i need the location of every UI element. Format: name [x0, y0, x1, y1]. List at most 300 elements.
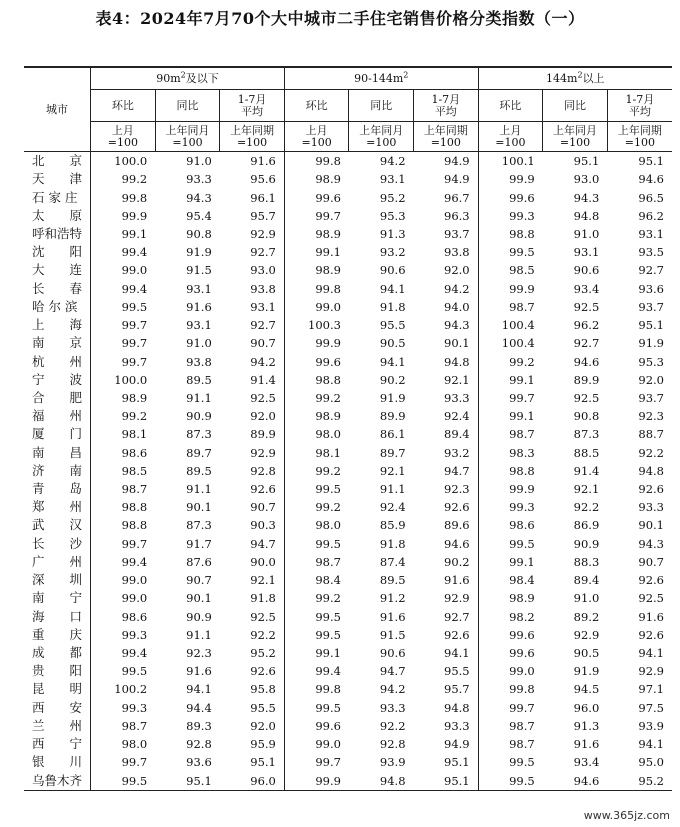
index-value: 96.1	[220, 188, 285, 206]
city-name: 济 南	[24, 462, 91, 480]
index-value: 98.7	[509, 718, 535, 733]
index-value: 95.7	[220, 207, 285, 225]
table-row	[24, 571, 672, 589]
index-value: 88.3	[573, 554, 600, 569]
index-value: 98.1	[315, 445, 341, 460]
city-name: 沈 阳	[24, 243, 91, 261]
index-value: 94.7	[379, 664, 406, 679]
index-value: 95.3	[638, 354, 664, 369]
index-value: 90.2	[414, 553, 479, 571]
index-value: 92.7	[573, 336, 600, 351]
table-row	[24, 462, 672, 480]
watermark: www.365jz.com	[580, 808, 674, 823]
index-value: 95.7	[414, 680, 479, 698]
index-value: 92.2	[220, 626, 285, 644]
index-value: 99.3	[121, 700, 148, 715]
table-row	[24, 607, 672, 625]
index-value: 94.3	[186, 190, 212, 205]
city-name: 郑 州	[24, 498, 91, 516]
index-value: 94.9	[414, 170, 479, 188]
index-value: 91.4	[573, 463, 600, 478]
index-value: 91.4	[220, 371, 285, 389]
index-value: 91.0	[186, 336, 212, 351]
index-value: 87.6	[186, 554, 212, 569]
index-value: 94.7	[220, 535, 285, 553]
index-value: 92.9	[573, 627, 600, 642]
index-value: 89.9	[220, 425, 285, 443]
table-row	[24, 371, 672, 389]
index-value: 89.5	[186, 463, 212, 478]
base-header: 上月 =100	[478, 122, 543, 152]
index-value: 90.8	[186, 226, 212, 241]
index-value: 91.6	[638, 609, 664, 624]
index-value: 92.3	[638, 409, 664, 424]
city-name: 南 京	[24, 334, 91, 352]
index-value: 99.7	[121, 755, 148, 770]
index-value: 94.6	[414, 535, 479, 553]
index-value: 91.9	[379, 390, 406, 405]
index-value: 99.5	[509, 755, 535, 770]
table-row	[24, 753, 672, 771]
index-value: 89.4	[573, 573, 600, 588]
index-value: 98.4	[509, 573, 535, 588]
index-value: 90.6	[573, 263, 600, 278]
index-value: 93.3	[414, 389, 479, 407]
index-value: 97.1	[638, 682, 664, 697]
index-value: 92.8	[379, 737, 406, 752]
index-value: 91.6	[573, 737, 600, 752]
index-value: 92.5	[220, 607, 285, 625]
base-header: 上年同月 =100	[543, 122, 608, 152]
index-value: 86.1	[379, 427, 406, 442]
index-value: 91.0	[573, 226, 600, 241]
index-value: 100.0	[114, 154, 148, 169]
index-value: 90.9	[186, 409, 212, 424]
index-value: 94.8	[638, 463, 664, 478]
city-name: 北 京	[24, 152, 91, 171]
index-value: 93.6	[638, 281, 664, 296]
index-value: 93.3	[186, 172, 212, 187]
index-value: 87.3	[573, 427, 600, 442]
index-value: 95.5	[220, 699, 285, 717]
index-value: 100.3	[308, 318, 341, 333]
index-value: 94.1	[638, 646, 664, 661]
index-value: 95.1	[220, 753, 285, 771]
base-header: 上年同期 =100	[220, 122, 285, 152]
index-value: 92.7	[638, 263, 664, 278]
index-value: 100.4	[501, 336, 535, 351]
table-row	[24, 152, 672, 171]
index-value: 100.1	[501, 154, 535, 169]
index-value: 98.7	[509, 299, 535, 314]
city-name: 哈 尔 滨	[24, 298, 91, 316]
city-name: 成 都	[24, 644, 91, 662]
index-value: 87.3	[186, 427, 212, 442]
index-value: 94.1	[379, 281, 406, 296]
index-value: 98.8	[315, 372, 341, 387]
city-name: 青 岛	[24, 480, 91, 498]
base-header: 上月 =100	[91, 122, 156, 152]
index-value: 98.6	[121, 445, 148, 460]
index-value: 95.2	[607, 771, 672, 790]
index-value: 90.2	[379, 372, 406, 387]
index-value: 93.7	[638, 390, 664, 405]
index-value: 99.7	[121, 536, 148, 551]
index-value: 99.5	[121, 299, 148, 314]
index-value: 98.4	[315, 573, 341, 588]
table-row	[24, 316, 672, 334]
index-value: 92.7	[220, 316, 285, 334]
index-value: 93.9	[638, 718, 664, 733]
index-value: 99.1	[509, 554, 535, 569]
index-value: 93.0	[573, 172, 600, 187]
index-value: 95.4	[186, 208, 212, 223]
index-value: 93.2	[414, 444, 479, 462]
index-value: 89.5	[379, 573, 406, 588]
index-value: 92.2	[379, 718, 406, 733]
index-value: 98.5	[121, 463, 148, 478]
index-value: 90.1	[414, 334, 479, 352]
index-value: 94.1	[638, 737, 664, 752]
group-header-large: $144m^2$以上	[478, 67, 672, 90]
index-value: 92.5	[638, 591, 664, 606]
table-row	[24, 553, 672, 571]
index-value: 93.8	[186, 354, 212, 369]
index-value: 87.4	[379, 554, 406, 569]
index-value: 99.4	[121, 245, 148, 260]
index-value: 95.1	[638, 154, 664, 169]
index-value: 99.5	[315, 627, 341, 642]
column-header: 1-7月 平均	[607, 90, 672, 122]
index-value: 93.9	[379, 755, 406, 770]
index-value: 94.3	[638, 536, 664, 551]
index-value: 95.0	[638, 755, 664, 770]
index-value: 98.0	[315, 518, 341, 533]
table-row	[24, 680, 672, 698]
base-header: 上年同期 =100	[607, 122, 672, 152]
index-value: 99.0	[315, 299, 341, 314]
city-name: 杭 州	[24, 352, 91, 370]
table-row	[24, 662, 672, 680]
index-value: 95.8	[220, 680, 285, 698]
index-value: 99.1	[509, 409, 535, 424]
city-name: 长 沙	[24, 535, 91, 553]
group-header-medium: $90-144m^2$	[284, 67, 478, 90]
table-row	[24, 699, 672, 717]
city-name: 宁 波	[24, 371, 91, 389]
index-value: 90.5	[573, 646, 600, 661]
index-value: 99.7	[121, 354, 148, 369]
index-value: 99.7	[315, 755, 341, 770]
index-value: 91.6	[186, 299, 212, 314]
index-value: 99.9	[509, 172, 535, 187]
index-value: 99.5	[315, 482, 341, 497]
index-value: 99.2	[509, 354, 535, 369]
index-value: 90.5	[379, 336, 406, 351]
index-value: 85.9	[379, 518, 406, 533]
index-value: 93.0	[220, 261, 285, 279]
index-value: 99.1	[315, 245, 341, 260]
table-row	[24, 771, 672, 790]
index-value: 90.1	[186, 591, 212, 606]
index-value: 91.1	[379, 482, 406, 497]
base-header: 上年同月 =100	[349, 122, 414, 152]
index-value: 90.9	[186, 609, 212, 624]
index-value: 87.3	[186, 518, 212, 533]
index-value: 90.7	[220, 498, 285, 516]
index-value: 91.1	[186, 390, 212, 405]
index-value: 94.1	[186, 682, 212, 697]
index-value: 99.4	[121, 281, 148, 296]
index-value: 98.8	[121, 500, 148, 515]
index-value: 95.1	[638, 318, 664, 333]
city-name: 西 宁	[24, 735, 91, 753]
index-value: 94.3	[573, 190, 600, 205]
table-row	[24, 589, 672, 607]
index-value: 99.9	[509, 281, 535, 296]
table-row	[24, 207, 672, 225]
index-value: 98.8	[121, 518, 148, 533]
city-name: 广 州	[24, 553, 91, 571]
index-value: 98.5	[509, 263, 535, 278]
index-value: 92.8	[220, 462, 285, 480]
index-value: 89.2	[573, 609, 600, 624]
index-value: 94.0	[414, 298, 479, 316]
index-value: 92.2	[638, 445, 664, 460]
index-value: 96.7	[414, 188, 479, 206]
index-value: 94.2	[414, 280, 479, 298]
city-name: 天 津	[24, 170, 91, 188]
index-value: 93.6	[186, 755, 212, 770]
index-value: 98.7	[121, 482, 148, 497]
index-value: 98.7	[121, 718, 148, 733]
index-value: 94.9	[414, 152, 479, 171]
index-value: 92.6	[638, 573, 664, 588]
index-value: 95.1	[155, 771, 220, 790]
index-value: 99.6	[315, 718, 341, 733]
index-value: 99.4	[121, 646, 148, 661]
table-row	[24, 717, 672, 735]
index-value: 90.8	[573, 409, 600, 424]
index-value: 99.7	[121, 336, 148, 351]
index-value: 96.0	[220, 771, 285, 790]
index-value: 99.3	[509, 500, 535, 515]
index-value: 98.8	[509, 463, 535, 478]
index-value: 90.7	[186, 573, 212, 588]
city-name: 武 汉	[24, 516, 91, 534]
index-value: 98.9	[315, 409, 341, 424]
index-value: 89.5	[186, 372, 212, 387]
index-value: 99.9	[121, 208, 148, 223]
index-value: 90.6	[379, 263, 406, 278]
index-value: 95.1	[573, 154, 600, 169]
index-value: 95.3	[379, 208, 406, 223]
index-value: 90.7	[638, 554, 664, 569]
index-value: 99.3	[509, 208, 535, 223]
index-value: 99.5	[315, 609, 341, 624]
index-value: 93.3	[638, 500, 664, 515]
index-value: 99.7	[315, 208, 341, 223]
table-row	[24, 480, 672, 498]
group-header-small: $90m^2$及以下	[91, 67, 285, 90]
index-value: 90.1	[186, 500, 212, 515]
table-row	[24, 298, 672, 316]
index-value: 94.9	[414, 735, 479, 753]
index-value: 92.0	[220, 717, 285, 735]
index-value: 92.8	[186, 737, 212, 752]
table-row	[24, 243, 672, 261]
table-row	[24, 170, 672, 188]
table-row	[24, 188, 672, 206]
index-value: 88.5	[573, 445, 600, 460]
index-value: 94.7	[414, 462, 479, 480]
index-value: 99.0	[315, 737, 341, 752]
index-value: 91.2	[379, 591, 406, 606]
index-value: 90.3	[220, 516, 285, 534]
index-value: 99.6	[509, 627, 535, 642]
city-name: 合 肥	[24, 389, 91, 407]
index-value: 98.2	[509, 609, 535, 624]
index-value: 92.3	[186, 646, 212, 661]
city-name: 深 圳	[24, 571, 91, 589]
city-name: 福 州	[24, 407, 91, 425]
table-row	[24, 389, 672, 407]
base-header: 上年同期 =100	[414, 122, 479, 152]
index-value: 98.0	[121, 737, 148, 752]
index-value: 99.0	[509, 664, 535, 679]
index-value: 93.1	[379, 172, 406, 187]
table-row	[24, 261, 672, 279]
index-value: 91.8	[379, 299, 406, 314]
index-value: 99.8	[509, 682, 535, 697]
city-name: 厦 门	[24, 425, 91, 443]
table-row	[24, 225, 672, 243]
index-value: 92.1	[220, 571, 285, 589]
index-value: 99.8	[315, 154, 341, 169]
table-row	[24, 516, 672, 534]
index-value: 92.9	[414, 589, 479, 607]
table-row	[24, 498, 672, 516]
index-value: 98.7	[509, 427, 535, 442]
index-value: 98.7	[315, 554, 341, 569]
city-name: 石 家 庄	[24, 188, 91, 206]
index-value: 91.6	[186, 664, 212, 679]
index-value: 93.3	[379, 700, 406, 715]
table-row	[24, 280, 672, 298]
index-value: 99.4	[121, 554, 148, 569]
index-value: 98.9	[509, 591, 535, 606]
table-row	[24, 352, 672, 370]
index-value: 95.9	[220, 735, 285, 753]
index-value: 94.4	[186, 700, 212, 715]
column-header: 1-7月 平均	[414, 90, 479, 122]
index-value: 93.1	[220, 298, 285, 316]
city-name: 太 原	[24, 207, 91, 225]
index-value: 92.0	[638, 372, 664, 387]
index-value: 94.3	[414, 316, 479, 334]
index-value: 99.4	[315, 664, 341, 679]
index-value: 90.9	[573, 536, 600, 551]
table-row	[24, 735, 672, 753]
index-value: 92.7	[220, 243, 285, 261]
city-name: 南 宁	[24, 589, 91, 607]
index-value: 99.5	[509, 536, 535, 551]
index-value: 96.2	[573, 318, 600, 333]
index-value: 91.3	[573, 718, 600, 733]
city-name: 上 海	[24, 316, 91, 334]
index-value: 98.6	[509, 518, 535, 533]
column-header: 同比	[543, 90, 608, 122]
column-header: 环比	[284, 90, 349, 122]
index-value: 99.5	[509, 245, 535, 260]
index-value: 93.7	[414, 225, 479, 243]
index-value: 94.2	[379, 682, 406, 697]
table-row	[24, 425, 672, 443]
index-value: 99.9	[284, 771, 349, 790]
index-value: 94.1	[379, 354, 406, 369]
index-value: 95.1	[414, 771, 479, 790]
index-value: 95.2	[379, 190, 406, 205]
city-name: 乌鲁木齐	[24, 771, 91, 790]
table-row	[24, 407, 672, 425]
index-value: 99.2	[121, 172, 148, 187]
index-value: 99.7	[509, 700, 535, 715]
index-value: 94.8	[573, 208, 600, 223]
index-value: 99.1	[121, 226, 148, 241]
index-value: 96.0	[573, 700, 600, 715]
index-value: 99.8	[315, 682, 341, 697]
index-value: 92.6	[414, 626, 479, 644]
index-value: 92.9	[220, 225, 285, 243]
index-value: 94.8	[414, 352, 479, 370]
index-value: 95.5	[414, 662, 479, 680]
index-value: 98.9	[315, 226, 341, 241]
index-value: 92.0	[414, 261, 479, 279]
index-value: 91.6	[220, 152, 285, 171]
column-header: 1-7月 平均	[220, 90, 285, 122]
index-value: 95.5	[379, 318, 406, 333]
index-value: 95.6	[220, 170, 285, 188]
index-value: 91.1	[186, 482, 212, 497]
table-row	[24, 334, 672, 352]
index-value: 91.8	[220, 589, 285, 607]
index-value: 89.4	[414, 425, 479, 443]
index-value: 89.3	[186, 718, 212, 733]
index-value: 94.8	[349, 771, 414, 790]
index-value: 91.3	[379, 226, 406, 241]
index-value: 91.7	[186, 536, 212, 551]
index-value: 99.7	[121, 318, 148, 333]
index-value: 98.3	[509, 445, 535, 460]
table-row	[24, 626, 672, 644]
index-value: 92.4	[379, 500, 406, 515]
index-value: 92.5	[573, 299, 600, 314]
index-value: 93.1	[638, 226, 664, 241]
index-value: 92.6	[414, 498, 479, 516]
index-value: 96.3	[414, 207, 479, 225]
index-value: 92.7	[414, 607, 479, 625]
index-value: 92.2	[573, 500, 600, 515]
index-value: 91.0	[573, 591, 600, 606]
city-name: 重 庆	[24, 626, 91, 644]
index-value: 99.2	[315, 390, 341, 405]
index-value: 99.8	[121, 190, 148, 205]
index-value: 90.1	[638, 518, 664, 533]
index-value: 91.9	[186, 245, 212, 260]
index-value: 93.1	[186, 281, 212, 296]
index-value: 100.2	[114, 682, 148, 697]
index-value: 99.6	[509, 646, 535, 661]
